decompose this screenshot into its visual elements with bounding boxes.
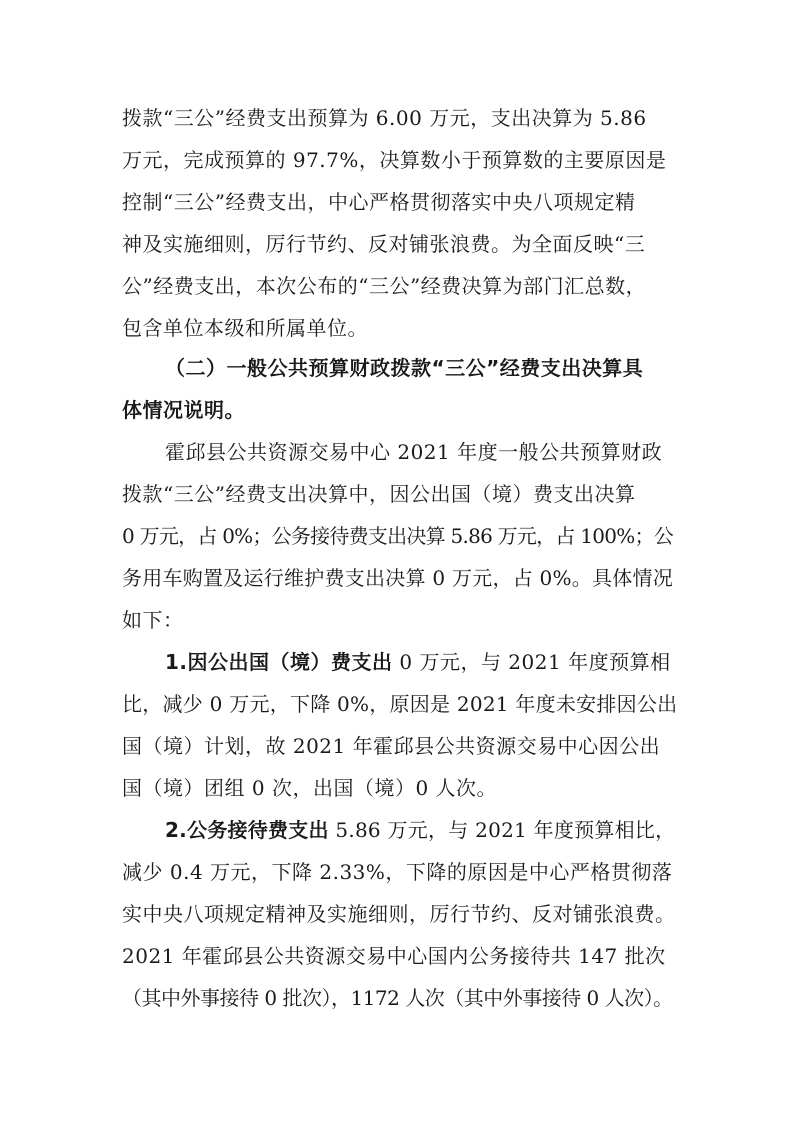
paragraph-2-line-3: 0 万元，占 0%；公务接待费支出决算 5.86 万元，占 100%；公	[122, 524, 673, 548]
item-2-line-2: 减少 0.4 万元，下降 2.33%，下降的原因是中心严格贯彻落	[122, 860, 673, 884]
item-2-title: 2.公务接待费支出	[165, 818, 329, 842]
item-2-line-4: 2021 年霍邱县公共资源交易中心国内公务接待共 147 批次	[122, 944, 666, 968]
paragraph-2-line-1: 霍邱县公共资源交易中心 2021 年度一般公共预算财政	[165, 440, 663, 464]
item-2-line-1	[165, 815, 675, 845]
item-2-line-3: 实中央八项规定精神及实施细则，厉行节约、反对铺张浪费。	[122, 902, 676, 926]
paragraph-2-line-5: 如下：	[122, 608, 184, 632]
paragraph-2-line-2: 拨款“三公”经费支出决算中，因公出国（境）费支出决算	[122, 482, 636, 506]
paragraph-1-line-4: 神及实施细则，厉行节约、反对铺张浪费。为全面反映“三	[122, 232, 646, 256]
item-1-title: 1.因公出国（境）费支出	[165, 650, 393, 674]
section-heading-line-2: 体情况说明。	[122, 398, 245, 422]
paragraph-1-line-3: 控制“三公”经费支出，中心严格贯彻落实中央八项规定精	[122, 190, 636, 214]
item-1-line-2: 比，减少 0 万元，下降 0%，原因是 2021 年度未安排因公出	[122, 692, 678, 716]
item-2-line-5: （其中外事接待 0 批次），1172 人次（其中外事接待 0 人次）。	[122, 986, 673, 1010]
item-2-line-1-text: 5.86 万元，与 2021 年度预算相比，	[328, 818, 676, 842]
item-1-line-1	[165, 647, 671, 677]
paragraph-1-line-1: 拨款“三公”经费支出预算为 6.00 万元，支出决算为 5.86	[122, 106, 647, 130]
paragraph-1-line-6: 包含单位本级和所属单位。	[122, 316, 368, 340]
paragraph-1-line-2: 万元，完成预算的 97.7%，决算数小于预算数的主要原因是	[122, 148, 667, 172]
item-1-line-1-text: 0 万元，与 2021 年度预算相	[392, 650, 671, 674]
item-1-line-4: 国（境）团组 0 次，出国（境）0 人次。	[122, 776, 498, 800]
paragraph-2-line-4: 务用车购置及运行维护费支出决算 0 万元，占 0%。具体情况	[122, 566, 674, 590]
paragraph-1-line-5: 公”经费支出，本次公布的“三公”经费决算为部门汇总数，	[122, 274, 647, 298]
section-heading-line-1: （二）一般公共预算财政拨款“三公”经费支出决算具	[165, 356, 644, 380]
item-1-line-3: 国（境）计划，故 2021 年霍邱县公共资源交易中心因公出	[122, 734, 661, 758]
